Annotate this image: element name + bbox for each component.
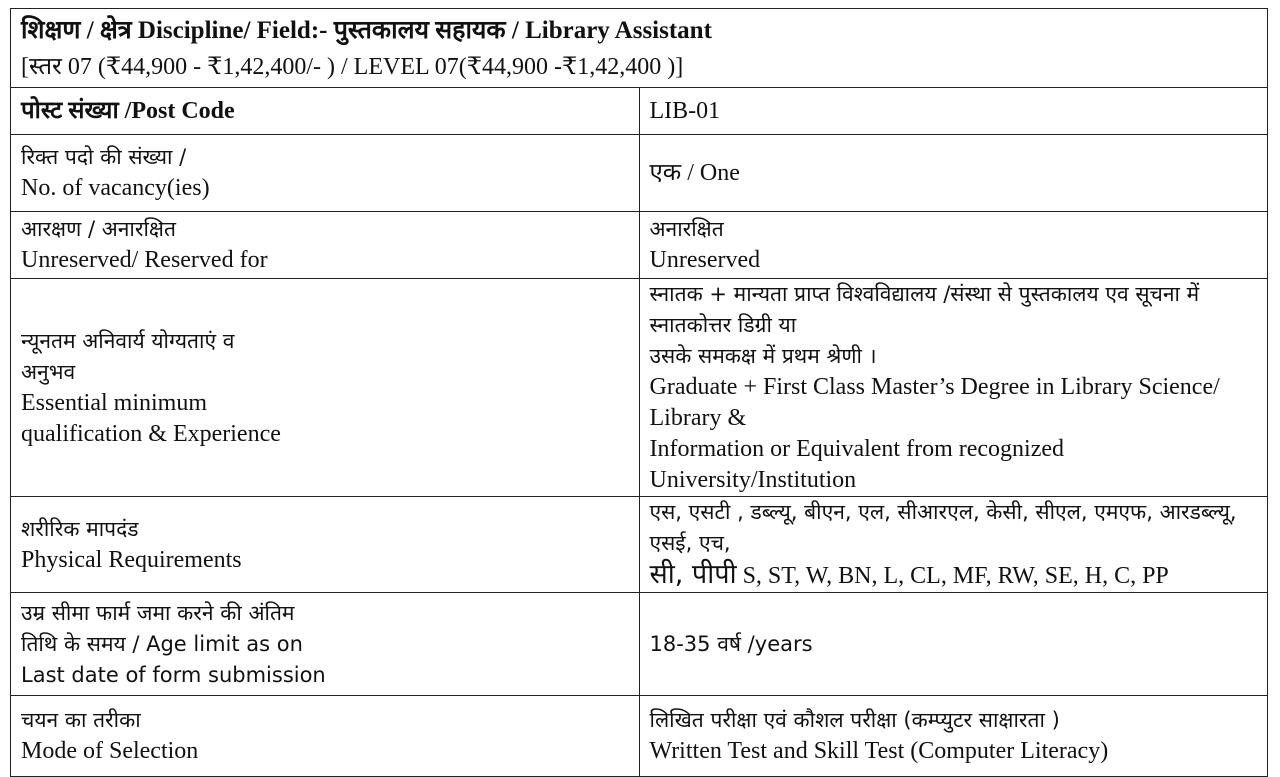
physical-value-hindi-2: सी, पीपी [649, 559, 737, 590]
recruitment-table-document [10, 8, 1268, 777]
mode-value-hindi: लिखित परीक्षा एवं कौशल परीक्षा (कम्प्युटर साक्षारता ) [649, 708, 1060, 732]
table-row-vacancy [11, 135, 1268, 212]
vacancy-label-hindi: रिक्त पदो की संख्या / [21, 145, 187, 169]
post-code-label: पोस्ट संख्या /Post Code [11, 88, 640, 135]
age-label-line-3: Last date of form submission [21, 662, 326, 687]
reservation-label-hindi: आरक्षण / अनारक्षित [21, 217, 176, 241]
physical-label-english: Physical Requirements [21, 546, 242, 573]
physical-label-hindi: शरीरिक मापदंड [21, 516, 139, 541]
recruitment-details-table [10, 8, 1268, 777]
vacancy-value: एक / One [639, 135, 1268, 212]
reservation-value-english: Unreserved [649, 247, 761, 273]
physical-value-english: S, ST, W, BN, L, CL, MF, RW, SE, H, C, PP [736, 563, 1169, 589]
discipline-title: शिक्षण / क्षेत्र Discipline/ Field:- पुस्तकालय सहायक / Library Assistant [21, 17, 712, 44]
mode-label-english: Mode of Selection [21, 738, 199, 764]
table-row-physical-requirements [11, 497, 1268, 593]
qualification-value-cell [639, 279, 1268, 497]
table-row-qualification [11, 279, 1268, 497]
reservation-label-english: Unreserved/ Reserved for [21, 247, 268, 273]
qualification-value-english-2: Information or Equivalent from recognized University/Institution [649, 436, 1065, 493]
table-row-reservation [11, 212, 1268, 279]
mode-value-english: Written Test and Skill Test (Computer Literacy) [649, 738, 1109, 764]
age-value: 18-35 वर्ष /years [639, 593, 1268, 696]
qualification-label-hindi-2: अनुभव [21, 359, 76, 384]
qualification-label-cell [11, 279, 640, 497]
physical-value-cell [639, 497, 1268, 593]
pay-level: [स्तर 07 (₹44,900 - ₹1,42,400/- ) / LEVEL 07(₹44,900 -₹1,42,400 )] [21, 54, 684, 80]
table-row-age-limit [11, 593, 1268, 696]
vacancy-label-english: No. of vacancy(ies) [21, 175, 210, 201]
age-label-line-2: तिथि के समय / Age limit as on [21, 631, 303, 656]
discipline-header-row [11, 9, 1268, 88]
reservation-label-cell [11, 212, 640, 279]
qualification-label-english-1: Essential minimum [21, 389, 207, 416]
physical-label-cell [11, 497, 640, 593]
qualification-label-hindi-1: न्यूनतम अनिवार्य योग्यताएं व [21, 328, 235, 353]
mode-label-hindi: चयन का तरीका [21, 708, 141, 732]
physical-value-hindi-1: एस, एसटी , डब्ल्यू, बीएन, एल, सीआरएल, केसी, सीएल, एमएफ, आरडब्ल्यू, एसई, एच, [649, 500, 1237, 555]
post-code-value: LIB-01 [639, 88, 1268, 135]
physical-value-line-2 [650, 559, 1268, 592]
reservation-value-hindi: अनारक्षित [649, 217, 724, 241]
reservation-value-cell [639, 212, 1268, 279]
qualification-value-english-1: Graduate + First Class Master’s Degree in Library Science/ Library & [649, 374, 1220, 431]
mode-value-cell [639, 696, 1268, 777]
qualification-label-english-2: qualification & Experience [21, 420, 281, 447]
qualification-value-hindi-2: उसके समकक्ष में प्रथम श्रेणी । [649, 344, 877, 368]
vacancy-label-cell [11, 135, 640, 212]
age-label-line-1: उम्र सीमा फार्म जमा करने की अंतिम [21, 600, 295, 625]
age-label-cell [11, 593, 640, 696]
table-row-mode-of-selection [11, 696, 1268, 777]
table-row-post-code [11, 88, 1268, 135]
mode-label-cell [11, 696, 640, 777]
discipline-header-cell [11, 9, 1268, 88]
qualification-value-hindi-1: स्नातक + मान्यता प्राप्त विश्वविद्यालय /संस्था से पुस्तकालय एव सूचना में स्नातकोत्तर डिग्री या [649, 282, 1200, 337]
